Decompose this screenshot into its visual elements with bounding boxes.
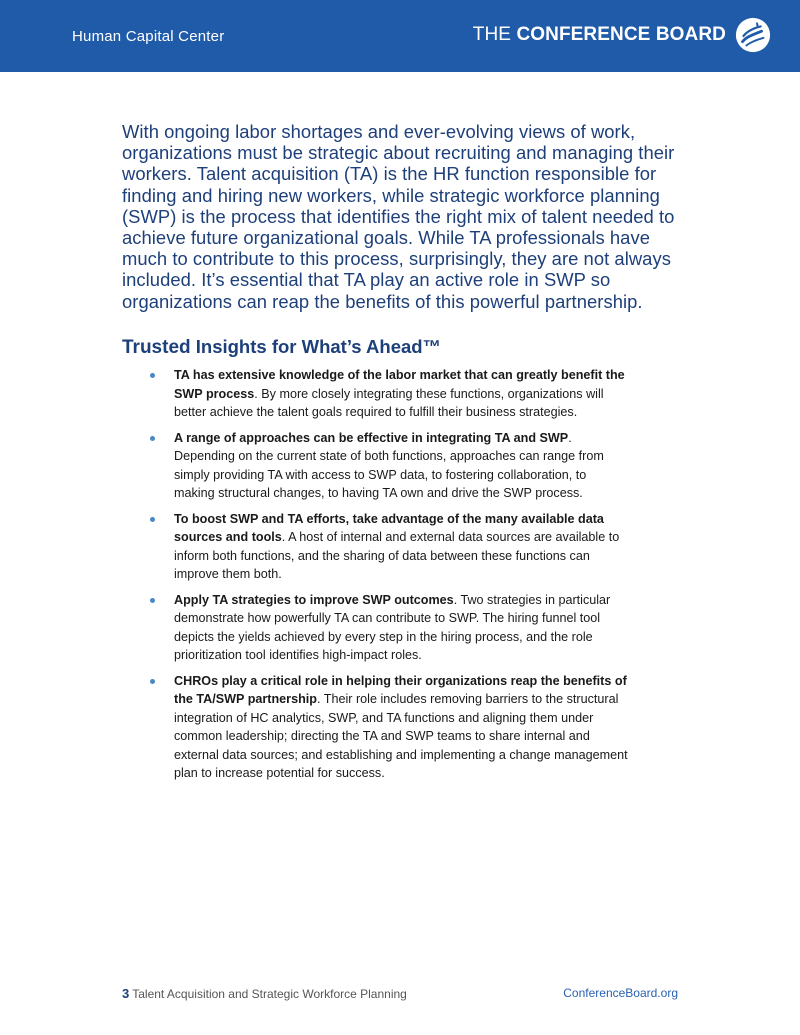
brand-wordmark xyxy=(473,24,726,46)
insight-bold-lead: TA has extensive knowledge of the labor market that can greatly benefit the SWP process xyxy=(174,368,625,401)
bullet-dot-icon xyxy=(150,373,155,378)
section-heading-rest: Insights for What’s Ahead™ xyxy=(190,336,442,357)
insight-text: . Depending on the current state of both functions, approaches can range from simply providing TA with access to SWP data, to fostering collaboration, to making structural changes, to having TA own and drive the SWP process. xyxy=(174,430,604,500)
torch-globe-logo-icon xyxy=(734,16,772,54)
page-footer xyxy=(122,986,678,1001)
insight-bold-lead: CHROs play a critical role in helping their organizations reap the benefits of the TA/SWP partnership xyxy=(174,673,627,706)
insight-bold-lead: To boost SWP and TA efforts, take advantage of the many available data sources and tools xyxy=(174,511,604,544)
insight-item xyxy=(150,672,630,783)
page-header xyxy=(0,0,800,72)
insight-text: . Two strategies in particular demonstrate how powerfully TA can contribute to SWP. The hiring funnel tool depicts the yields achieved by every step in the hiring process, and the role prioritization tool identifies high-impact roles. xyxy=(174,592,611,662)
insight-item xyxy=(150,429,630,503)
page-number: 3 xyxy=(122,986,130,1001)
insights-list xyxy=(150,366,630,790)
bullet-dot-icon xyxy=(150,598,155,603)
footer-site-link[interactable]: ConferenceBoard.org xyxy=(563,986,678,1000)
brand-logo-link[interactable] xyxy=(473,16,772,54)
insight-text: . A host of internal and external data sources are available to inform both functions, and the sharing of data between these functions can improve them both. xyxy=(174,530,620,581)
insight-text: . By more closely integrating these functions, organizations will better achieve the talent goals required to fulfill their business strategies. xyxy=(174,386,604,419)
intro-paragraph: With ongoing labor shortages and ever-evolving views of work, organizations must be strategic about recruiting and managing their workers. Talent acquisition (TA) is the HR function responsible for finding and hiring new workers, while strategic workforce planning (SWP) is the process that identifies the right mix of talent needed to achieve future organizational goals. While TA professionals have much to contribute to this process, surprisingly, they are not always included. It’s essential that TA play an active role in SWP so organizations can reap the benefits of this powerful partnership. xyxy=(122,121,675,312)
footer-doc-title: Talent Acquisition and Strategic Workforce Planning xyxy=(132,987,407,1001)
header-section-label: Human Capital Center xyxy=(72,28,225,45)
section-heading xyxy=(122,336,441,359)
bullet-dot-icon xyxy=(150,436,155,441)
insight-item xyxy=(150,366,630,422)
brand-prefix: THE xyxy=(472,24,517,45)
insight-bold-lead: Apply TA strategies to improve SWP outcomes xyxy=(174,592,454,607)
insight-item xyxy=(150,510,630,584)
insight-bold-lead: A range of approaches can be effective in integrating TA and SWP xyxy=(174,430,569,445)
bullet-dot-icon xyxy=(150,679,155,684)
insight-text: . Their role includes removing barriers to the structural integration of HC analytics, SWP, and TA functions and aligning them under common leadership; directing the TA and SWP teams to share internal and external data sources; and establishing and implementing a change management plan to increase potential for success. xyxy=(174,692,628,780)
bullet-dot-icon xyxy=(150,517,155,522)
insight-item xyxy=(150,591,630,665)
section-heading-first-word: Trusted xyxy=(122,337,191,358)
brand-name: CONFERENCE BOARD xyxy=(516,24,726,45)
